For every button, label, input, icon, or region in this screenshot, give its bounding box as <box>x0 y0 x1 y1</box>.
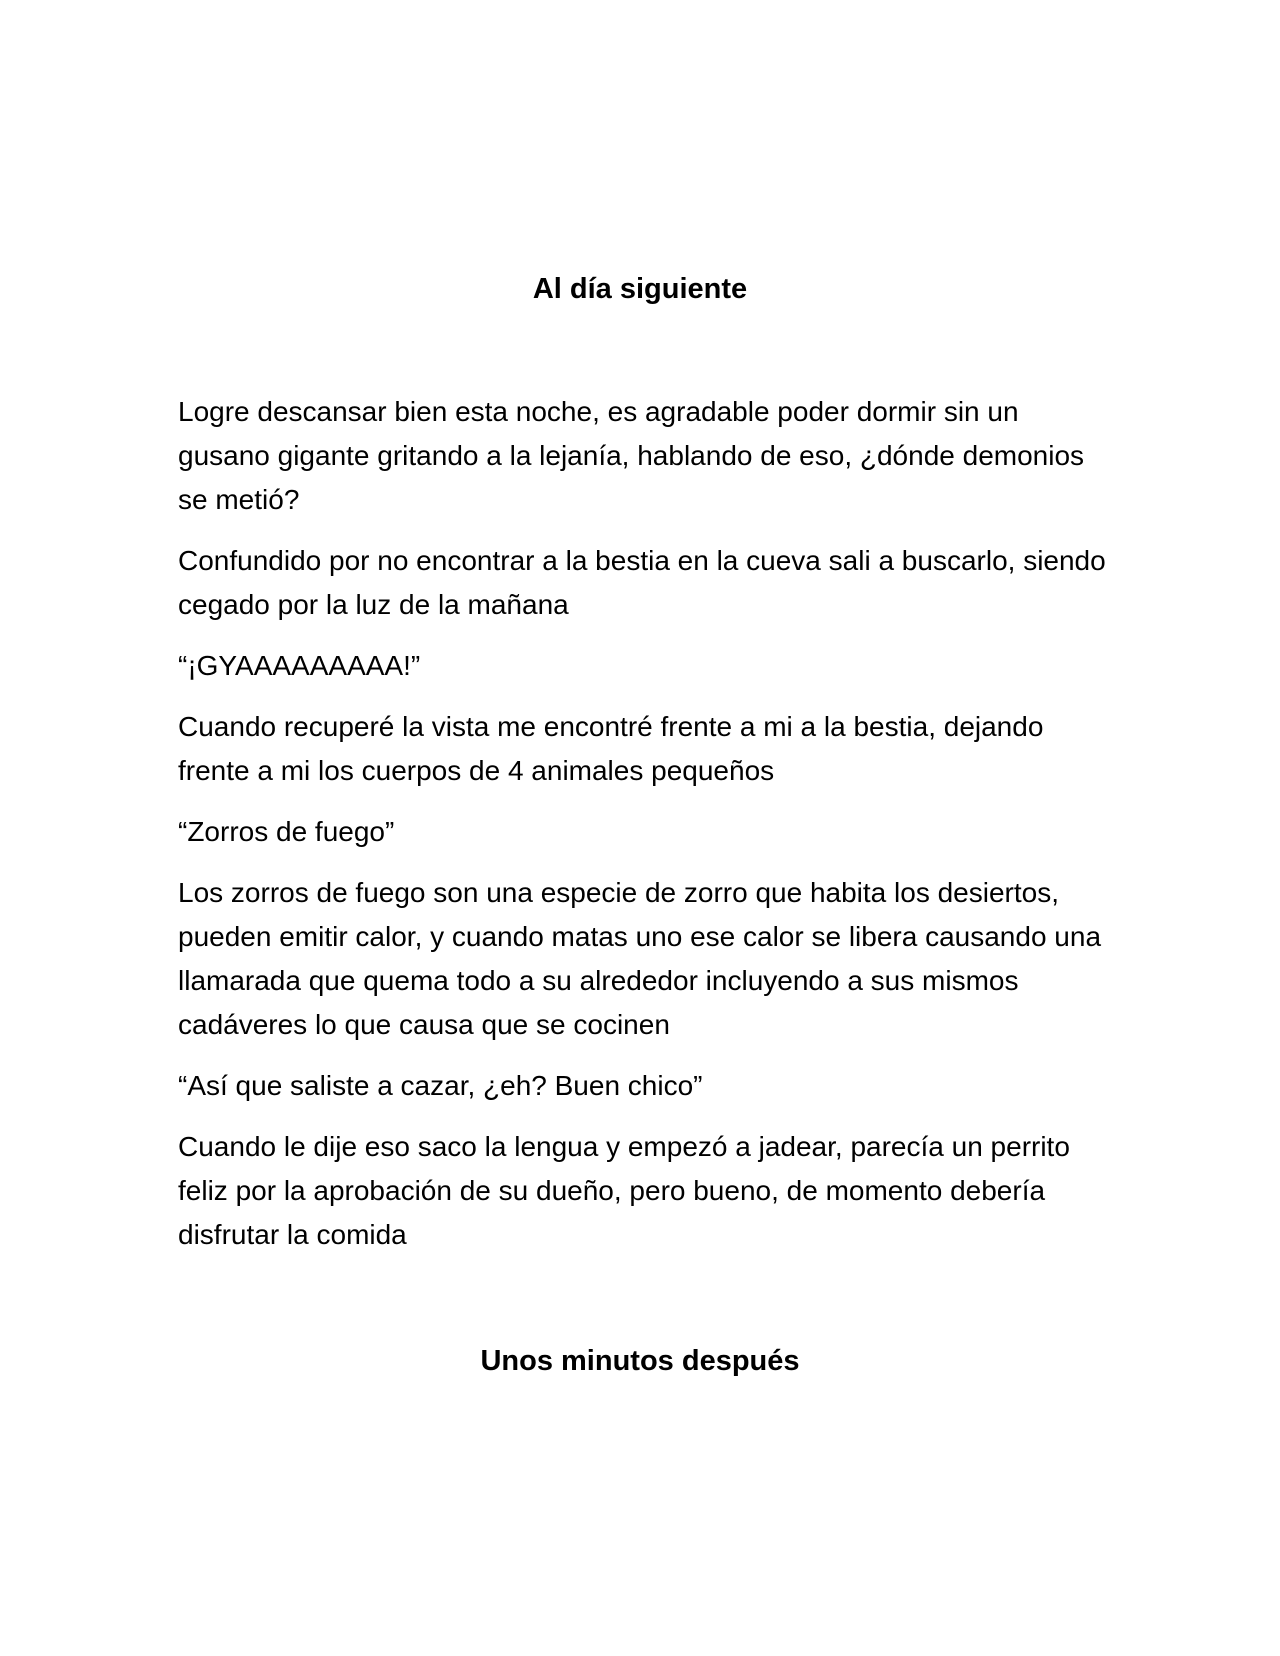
paragraph: Confundido por no encontrar a la bestia en la cueva sali a buscarlo, siendo cegado por la luz de la mañana <box>178 545 1106 620</box>
body-text <box>178 390 1108 1274</box>
section-heading-top: Al día siguiente <box>532 273 748 305</box>
paragraph: Logre descansar bien esta noche, es agradable poder dormir sin un gusano gigante gritando a la lejanía, hablando de eso, ¿dónde demonios se metió? <box>178 396 1085 515</box>
paragraph: Cuando recuperé la vista me encontré frente a mi a la bestia, dejando frente a mi los cuerpos de 4 animales pequeños <box>178 711 1044 786</box>
paragraph: Los zorros de fuego son una especie de zorro que habita los desiertos, pueden emitir calor, y cuando matas uno ese calor se libera causando una llamarada que quema todo a su alrededor incluyendo a sus mismos cadáveres lo que causa que se cocinen <box>178 877 1102 1040</box>
paragraph: “¡GYAAAAAAAAA!” <box>178 650 421 681</box>
paragraph: Cuando le dije eso saco la lengua y empezó a jadear, parecía un perrito feliz por la aprobación de su dueño, pero bueno, de momento debería disfrutar la comida <box>178 1131 1070 1250</box>
section-heading-bottom: Unos minutos después <box>480 1345 800 1377</box>
paragraph: “Zorros de fuego” <box>178 816 395 847</box>
paragraph: “Así que saliste a cazar, ¿eh? Buen chico” <box>178 1070 703 1101</box>
